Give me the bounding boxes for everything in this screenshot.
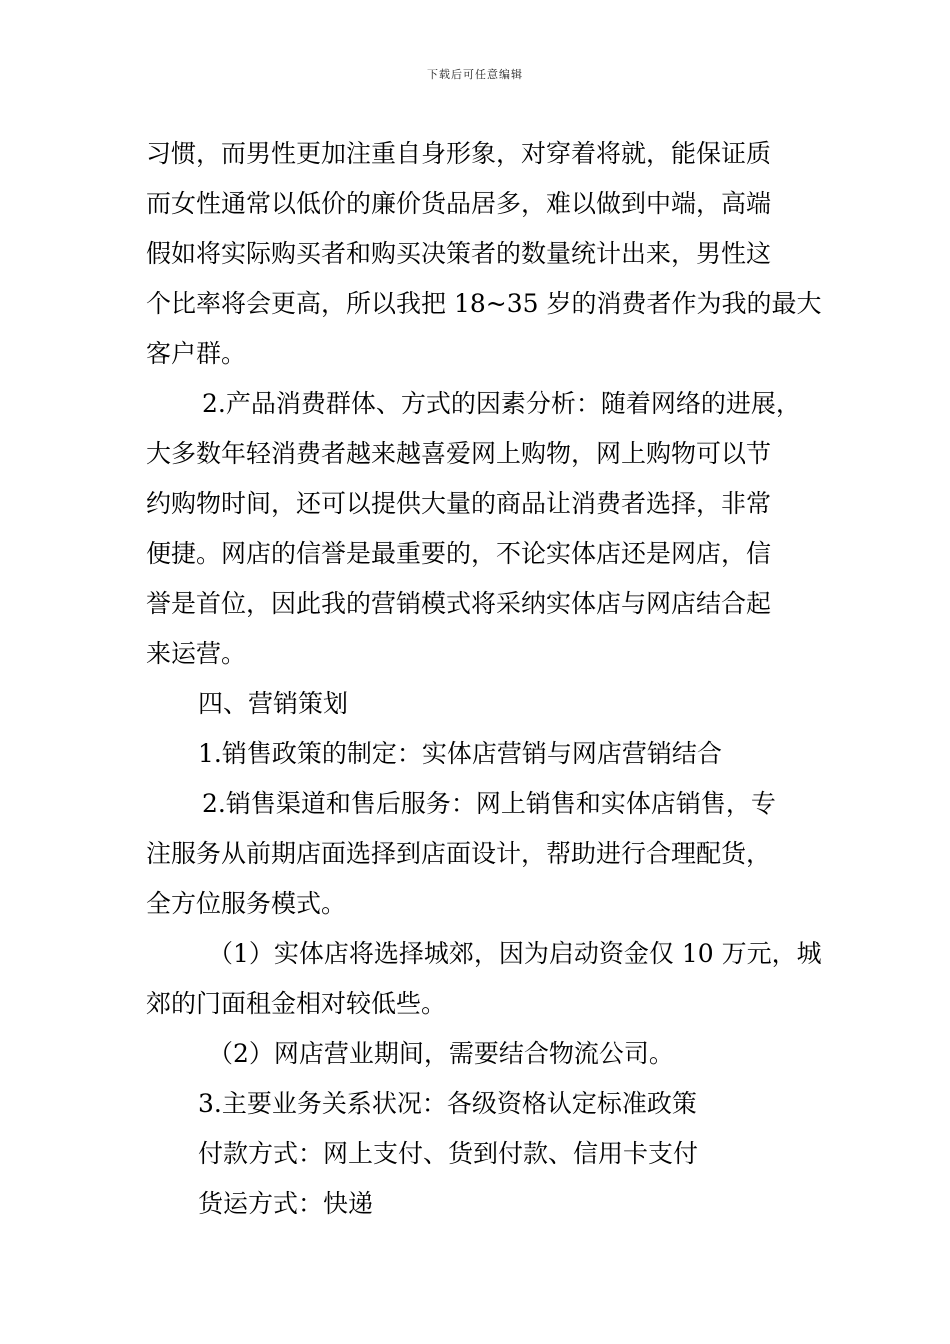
- document-body: [146, 129, 822, 1229]
- text-line: 郊的门面租金相对较低些。: [146, 989, 447, 1018]
- text-line: 誉是首位，因此我的营销模式将采纳实体店与网店结合起: [146, 589, 772, 618]
- text-line: 注服务从前期店面选择到店面设计，帮助进行合理配货，: [146, 839, 772, 868]
- text-line: 习惯，而男性更加注重自身形象，对穿着将就，能保证质: [146, 139, 772, 168]
- paragraph-start: 1.销售政策的制定：实体店营销与网店营销结合: [198, 739, 722, 768]
- text-line: 假如将实际购买者和购买决策者的数量统计出来，男性这: [146, 239, 772, 268]
- text-line: 客户群。: [146, 339, 247, 368]
- text-line: 来运营。: [146, 639, 247, 668]
- page-header: 下载后可任意编辑: [427, 68, 523, 81]
- text-line: 约购物时间，还可以提供大量的商品让消费者选择，非常: [146, 489, 772, 518]
- paragraph-start: （2）网店营业期间，需要结合物流公司。: [208, 1039, 674, 1068]
- paragraph-start: 2.销售渠道和售后服务：网上销售和实体店销售，专: [202, 789, 776, 818]
- text-line: 大多数年轻消费者越来越喜爱网上购物，网上购物可以节: [146, 439, 772, 468]
- text-line: 便捷。网店的信誉是最重要的，不论实体店还是网店，信: [146, 539, 772, 568]
- paragraph-start: 2.产品消费群体、方式的因素分析：随着网络的进展，: [202, 389, 801, 418]
- paragraph-start: 3.主要业务关系状况：各级资格认定标准政策: [198, 1089, 697, 1118]
- paragraph-start: 货运方式：快递: [198, 1189, 374, 1218]
- text-line: 个比率将会更高，所以我把 18~35 岁的消费者作为我的最大: [146, 289, 822, 318]
- paragraph-start: （1）实体店将选择城郊，因为启动资金仅 10 万元，城: [208, 939, 822, 968]
- section-heading: 四、营销策划: [198, 689, 349, 718]
- text-line: 全方位服务模式。: [146, 889, 347, 918]
- text-line: 而女性通常以低价的廉价货品居多，难以做到中端，高端: [146, 189, 772, 218]
- paragraph-start: 付款方式：网上支付、货到付款、信用卡支付: [198, 1139, 699, 1168]
